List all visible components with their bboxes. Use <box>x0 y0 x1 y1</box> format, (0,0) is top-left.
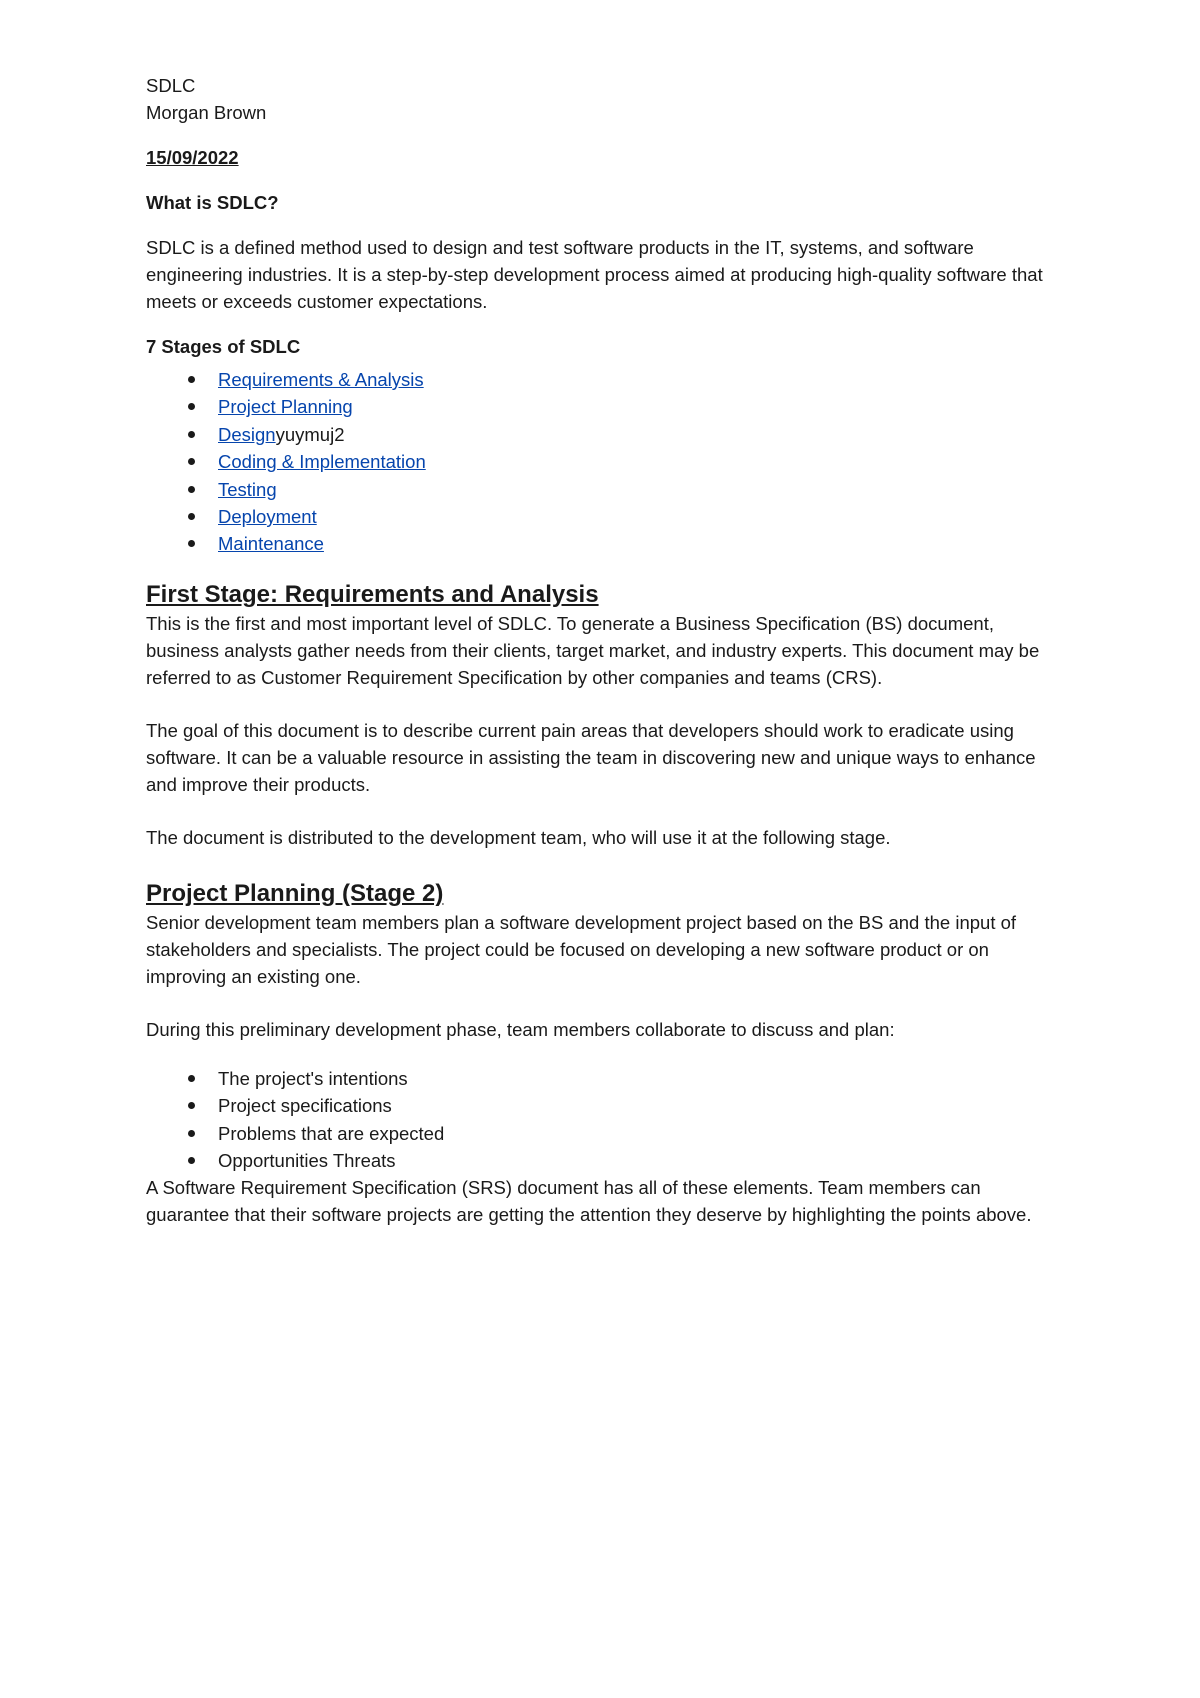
document-body <box>146 72 1066 1228</box>
list-item <box>218 530 1066 557</box>
list-item <box>218 476 1066 503</box>
stage-link-coding[interactable]: Coding & Implementation <box>218 451 426 473</box>
doc-author: Morgan Brown <box>146 102 267 123</box>
list-item: Opportunities Threats <box>218 1147 1066 1174</box>
section2-paragraph-2: During this preliminary development phase, team members collaborate to discuss and plan: <box>146 1018 895 1040</box>
list-item <box>218 366 1066 393</box>
list-item <box>218 448 1066 475</box>
stage-design-suffix: yuymuj2 <box>275 423 345 445</box>
list-item: Project specifications <box>218 1092 1066 1119</box>
planning-list <box>146 1065 1066 1175</box>
stage-link-maintenance[interactable]: Maintenance <box>218 533 324 555</box>
list-item: Problems that are expected <box>218 1120 1066 1147</box>
intro-heading: What is SDLC? <box>146 192 279 213</box>
section2-closing: A Software Requirement Specification (SRS) document has all of these elements. Team members can guarantee that their software projects are getting the attention they deserve by highlighting the points above. <box>146 1177 1032 1226</box>
list-item <box>218 421 1066 448</box>
section2-paragraph-1: Senior development team members plan a software development project based on the BS and the input of stakeholders and specialists. The project could be focused on developing a new software product or on improving an existing one. <box>146 911 1017 987</box>
stage-link-testing[interactable]: Testing <box>218 478 277 500</box>
section1-heading: First Stage: Requirements and Analysis <box>146 580 599 608</box>
doc-date: 15/09/2022 <box>146 147 239 168</box>
intro-paragraph: SDLC is a defined method used to design and test software products in the IT, systems, and software engineering industries. It is a step-by-step development process aimed at producing high-quality software that meets or exceeds customer expectations. <box>146 237 1043 312</box>
section1-paragraph-1: This is the first and most important level of SDLC. To generate a Business Specification (BS) document, business analysts gather needs from their clients, target market, and industry experts. This document may be referred to as Customer Requirement Specification by other companies and teams (CRS). <box>146 612 1040 688</box>
stage-link-requirements[interactable]: Requirements & Analysis <box>218 369 424 390</box>
section2-heading: Project Planning (Stage 2) <box>146 879 444 907</box>
stage-link-deployment[interactable]: Deployment <box>218 506 317 528</box>
stage-link-planning[interactable]: Project Planning <box>218 396 353 418</box>
list-item <box>218 393 1066 420</box>
list-item: The project's intentions <box>218 1065 1066 1092</box>
doc-title: SDLC <box>146 75 196 96</box>
list-item <box>218 503 1066 530</box>
stages-list <box>146 366 1066 558</box>
stage-link-design[interactable]: Design <box>218 423 276 445</box>
section1-paragraph-3: The document is distributed to the development team, who will use it at the following stage. <box>146 826 891 848</box>
stages-heading: 7 Stages of SDLC <box>146 336 301 357</box>
section1-paragraph-2: The goal of this document is to describe current pain areas that developers should work to eradicate using software. It can be a valuable resource in assisting the team in discovering new and unique ways to enhance and improve their products. <box>146 719 1036 795</box>
